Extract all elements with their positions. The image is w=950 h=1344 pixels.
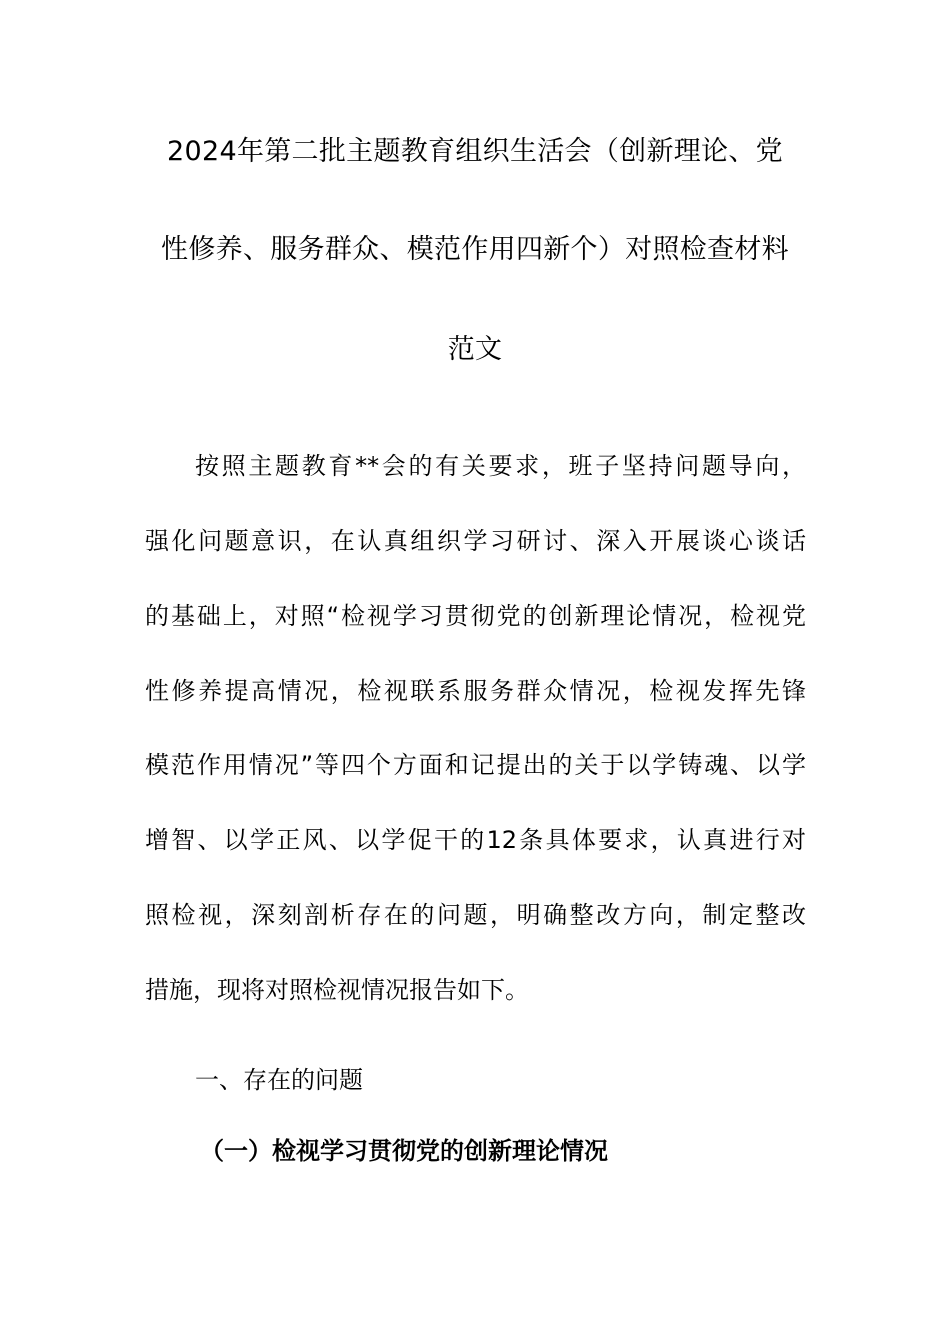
paragraph-line-3: 的基础上，对照“检视学习贯彻党的创新理论情况，检视党 xyxy=(145,602,806,630)
paragraph-line-5: 模范作用情况”等四个方面和记提出的关于以学铸魂、以学 xyxy=(145,751,806,779)
paragraph-line-4: 性修养提高情况，检视联系服务群众情况，检视发挥先锋 xyxy=(145,677,806,705)
paragraph-line-2: 强化问题意识，在认真组织学习研讨、深入开展谈心谈话 xyxy=(145,527,806,555)
subsection-heading: （一）检视学习贯彻党的创新理论情况 xyxy=(200,1137,608,1165)
paragraph-line-8: 措施，现将对照检视情况报告如下。 xyxy=(145,976,529,1004)
section-heading: 一、存在的问题 xyxy=(195,1066,363,1094)
paragraph-line-1: 按照主题教育**会的有关要求，班子坚持问题导向， xyxy=(195,452,806,480)
document-title-line-1: 2024年第二批主题教育组织生活会（创新理论、党 xyxy=(167,136,783,167)
document-title-line-2: 性修养、服务群众、模范作用四新个）对照检查材料 xyxy=(161,234,789,265)
paragraph-line-6: 增智、以学正风、以学促干的12条具体要求，认真进行对 xyxy=(145,826,806,854)
document-title-line-3: 范文 xyxy=(447,334,503,365)
paragraph-line-7: 照检视，深刻剖析存在的问题，明确整改方向，制定整改 xyxy=(145,901,806,929)
